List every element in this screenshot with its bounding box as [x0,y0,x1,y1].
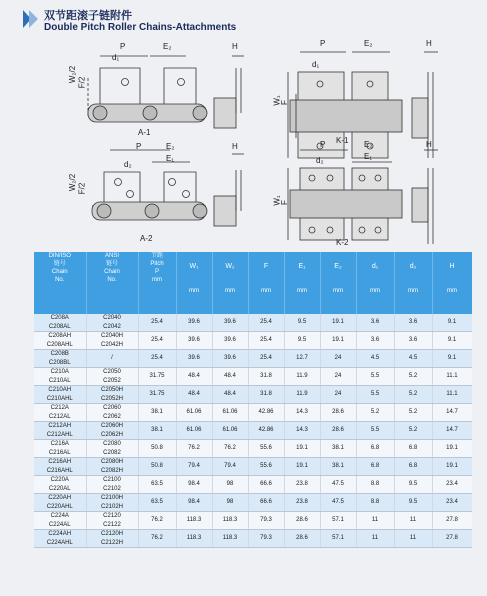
cell-e1: 23.8 [284,476,320,494]
cell-e1: 28.6 [284,530,320,548]
ansi-chain-no: C2042 [103,323,121,330]
din-chain-no: C216AHL [46,467,73,474]
cell-din-iso [34,440,86,458]
cell-ansi [86,476,138,494]
cell-ansi [86,314,138,332]
din-chain-no: C208AHL [46,341,73,348]
cell-e2: 24 [320,368,356,386]
table-row [34,386,472,404]
cell-w1: 76.2 [176,440,212,458]
cell-e1: 11.9 [284,368,320,386]
k2-f-label: F [279,200,289,205]
header-d1 [356,252,394,314]
cell-pitch: 38.1 [138,404,176,422]
header-symbol: W₁ [189,263,199,270]
header-unit: mm [333,288,343,295]
cell-e2: 24 [320,386,356,404]
a1-f-label: F/2 [77,76,87,89]
din-chain-no: C208B [50,351,69,358]
cell-pitch: 63.5 [138,494,176,512]
cell-e1: 11.9 [284,386,320,404]
cell-w2: 48.4 [212,386,248,404]
header-pitch-line: P [154,269,159,276]
header-pitch [138,252,176,314]
cell-w2: 48.4 [212,368,248,386]
din-chain-no: C212AHL [46,431,73,438]
cell-pitch: 38.1 [138,422,176,440]
cell-w1: 61.06 [176,404,212,422]
cell-d1: 3.6 [356,314,394,332]
cell-ansi [86,332,138,350]
ansi-chain-no: C2120H [100,531,123,538]
k2-d2-label: d₂ [316,156,324,165]
table-row [34,476,472,494]
cell-ansi [86,350,138,368]
header-w2 [212,252,248,314]
din-chain-no: C216AH [48,459,72,466]
header-d2 [394,252,432,314]
din-chain-no: C208AL [48,323,71,330]
k2-e1-label: E₁ [364,152,373,161]
header-symbol: F [263,263,269,270]
cell-d1: 8.8 [356,494,394,512]
ansi-chain-no: C2042H [100,341,123,348]
cell-w1: 79.4 [176,458,212,476]
a2-caption: A-2 [140,234,153,243]
cell-din-iso [34,314,86,332]
k1-h-label: H [426,39,432,48]
header-h [432,252,472,314]
din-chain-no: C208BL [48,359,71,366]
cell-pitch: 25.4 [138,350,176,368]
cell-d1: 4.5 [356,350,394,368]
cell-pitch: 50.8 [138,458,176,476]
cell-din-iso [34,350,86,368]
cell-h: 23.4 [432,476,472,494]
ansi-chain-no: C2050H [100,387,123,394]
cell-d2: 5.2 [394,368,432,386]
header-pitch-line: 节距 [150,253,163,259]
cell-din-iso [34,332,86,350]
cell-w1: 61.06 [176,422,212,440]
header-ansi [86,252,138,314]
k2-e2-label: E₂ [364,140,373,149]
cell-d2: 6.8 [394,458,432,476]
ansi-chain-no: C2080 [103,441,121,448]
cell-d1: 8.8 [356,476,394,494]
diagram-a1-side-view [88,56,244,128]
cell-din-iso [34,530,86,548]
cell-e1: 23.8 [284,494,320,512]
cell-e1: 19.1 [284,440,320,458]
cell-e1: 14.3 [284,422,320,440]
cell-din-iso [34,512,86,530]
cell-f: 25.4 [248,314,284,332]
ansi-chain-no: C2040 [103,315,121,322]
cell-h: 27.8 [432,512,472,530]
cell-f: 31.8 [248,368,284,386]
cell-pitch: 63.5 [138,476,176,494]
header-e2 [320,252,356,314]
cell-e1: 9.5 [284,332,320,350]
din-chain-no: C212AH [48,423,72,430]
ansi-chain-no: C2050 [103,369,121,376]
ansi-chain-no: C2052H [100,395,123,402]
ansi-chain-no: C2100 [103,477,121,484]
cell-w1: 48.4 [176,386,212,404]
din-chain-no: C210A [50,369,69,376]
din-chain-no: C212AL [48,413,71,420]
table-row [34,530,472,548]
header-ansi-line: Chain [104,269,120,276]
cell-d1: 6.8 [356,440,394,458]
k1-f-label: F [279,100,289,105]
din-chain-no: C224AHL [46,539,73,546]
ansi-chain-no: C2100H [100,495,123,502]
ansi-chain-no: C2060H [100,423,123,430]
header-symbol: d₁ [371,263,379,270]
cell-w2: 118.3 [212,512,248,530]
cell-ansi [86,422,138,440]
a1-d1-label: d₁ [112,53,120,62]
cell-din-iso [34,404,86,422]
cell-f: 55.6 [248,440,284,458]
cell-f: 42.86 [248,404,284,422]
cell-din-iso [34,476,86,494]
table-row [34,422,472,440]
cell-e2: 19.1 [320,314,356,332]
cell-din-iso [34,386,86,404]
header-e1 [284,252,320,314]
cell-d2: 5.2 [394,404,432,422]
header-din-line: No. [55,277,65,284]
cell-e2: 28.6 [320,404,356,422]
cell-e2: 38.1 [320,458,356,476]
cell-din-iso [34,422,86,440]
cell-e2: 57.1 [320,512,356,530]
cell-ansi [86,458,138,476]
cell-e2: 47.5 [320,494,356,512]
cell-f: 25.4 [248,332,284,350]
cell-w2: 39.6 [212,350,248,368]
cell-pitch: 76.2 [138,530,176,548]
cell-ansi [86,530,138,548]
cell-e1: 14.3 [284,404,320,422]
header-unit: mm [225,288,235,295]
diagram-k2-top-view [288,150,438,244]
cell-w2: 39.6 [212,332,248,350]
cell-h: 14.7 [432,422,472,440]
cell-w2: 39.6 [212,314,248,332]
cell-d2: 9.5 [394,476,432,494]
cell-w1: 118.3 [176,512,212,530]
a2-e2-label: E₂ [166,142,175,151]
cell-h: 23.4 [432,494,472,512]
header-pitch-line: mm [152,277,162,284]
k1-w1-label: W₁ [272,95,282,106]
din-chain-no: C216AL [48,449,71,456]
ansi-chain-no: C2082H [100,467,123,474]
cell-d2: 11 [394,530,432,548]
a2-h-label: H [232,142,238,151]
ansi-chain-no: C2120 [103,513,121,520]
din-chain-no: C212A [50,405,69,412]
ansi-chain-no: C2122H [100,539,123,546]
table-row [34,494,472,512]
cell-f: 66.6 [248,476,284,494]
header-ansi-line: ANSI [104,253,119,259]
cell-h: 9.1 [432,350,472,368]
ansi-chain-no: C2082 [103,449,121,456]
cell-pitch: 31.75 [138,368,176,386]
cell-w1: 39.6 [176,314,212,332]
din-chain-no: C216A [50,441,69,448]
cell-h: 19.1 [432,458,472,476]
header-symbol: E₁ [298,263,306,270]
a2-f-label: F/2 [77,182,87,195]
cell-w2: 61.06 [212,422,248,440]
k1-d1-label: d₁ [312,60,320,69]
header-symbol: H [449,263,455,270]
cell-d1: 6.8 [356,458,394,476]
table-row [34,350,472,368]
cell-d1: 5.5 [356,386,394,404]
cell-w2: 79.4 [212,458,248,476]
page-header [22,6,322,40]
din-chain-no: C210AH [48,387,72,394]
cell-pitch: 25.4 [138,314,176,332]
k2-caption: K-2 [336,238,349,247]
din-chain-no: C220A [50,477,69,484]
header-unit: mm [408,288,418,295]
cell-h: 19.1 [432,440,472,458]
cell-h: 27.8 [432,530,472,548]
cell-f: 31.8 [248,386,284,404]
cell-pitch: 31.75 [138,386,176,404]
cell-f: 25.4 [248,350,284,368]
ansi-chain-no: C2122 [103,521,121,528]
spec-table-body [34,314,472,548]
a1-h-label: H [232,42,238,51]
cell-e2: 38.1 [320,440,356,458]
cell-h: 9.1 [432,314,472,332]
din-chain-no: C220AHL [46,503,73,510]
ansi-chain-no: C2052 [103,377,121,384]
cell-d2: 9.5 [394,494,432,512]
cell-f: 79.3 [248,512,284,530]
cell-pitch: 76.2 [138,512,176,530]
din-chain-no: C208AH [48,333,72,340]
ansi-chain-no: C2062 [103,413,121,420]
ansi-chain-no: C2060 [103,405,121,412]
cell-d2: 4.5 [394,350,432,368]
din-chain-no: C224AH [48,531,72,538]
cell-d1: 3.6 [356,332,394,350]
din-chain-no: C224AL [48,521,71,528]
ansi-chain-no: C2040H [100,333,123,340]
cell-w1: 48.4 [176,368,212,386]
table-row [34,512,472,530]
header-unit: mm [297,288,307,295]
cell-f: 55.6 [248,458,284,476]
cell-d2: 5.2 [394,422,432,440]
cell-e2: 24 [320,350,356,368]
cell-e1: 19.1 [284,458,320,476]
k1-p-label: P [320,39,326,48]
cell-w1: 118.3 [176,530,212,548]
cell-e2: 19.1 [320,332,356,350]
a2-e1-label: E₁ [166,154,175,163]
k1-e2-label: E₂ [364,39,373,48]
header-symbol: d₂ [409,263,417,270]
cell-h: 9.1 [432,332,472,350]
header-unit: mm [189,288,199,295]
table-row [34,404,472,422]
spec-table-container [34,252,472,590]
cell-w1: 98.4 [176,494,212,512]
cell-d2: 3.6 [394,332,432,350]
table-header-row [34,252,472,314]
table-row [34,314,472,332]
cell-d2: 3.6 [394,314,432,332]
header-din-line: Chain [51,269,68,276]
cell-w2: 76.2 [212,440,248,458]
k2-w1-label: W₁ [272,195,282,206]
page-title-english: Double Pitch Roller Chains-Attachments [44,22,237,33]
cell-ansi [86,440,138,458]
cell-ansi [86,512,138,530]
header-ansi-line: 链号 [105,261,118,268]
cell-e1: 28.6 [284,512,320,530]
cell-d1: 11 [356,512,394,530]
header-din-iso [34,252,86,314]
a1-w2-label: W₂/2 [68,65,78,84]
cell-h: 14.7 [432,404,472,422]
cell-ansi [86,404,138,422]
header-ansi-line: No. [107,277,117,284]
ansi-chain-no: / [111,355,113,362]
table-row [34,332,472,350]
table-row [34,368,472,386]
header-w1 [176,252,212,314]
din-chain-no: C220AL [48,485,71,492]
cell-w1: 39.6 [176,332,212,350]
cell-pitch: 50.8 [138,440,176,458]
cell-w2: 98 [212,476,248,494]
din-chain-no: C210AL [48,377,71,384]
table-row [34,458,472,476]
ansi-chain-no: C2102H [100,503,123,510]
diagram-k1-top-view [288,52,438,158]
a2-w2-label: W₂/2 [68,173,78,192]
cell-d2: 11 [394,512,432,530]
cell-w2: 98 [212,494,248,512]
din-chain-no: C208A [50,315,69,322]
cell-e1: 12.7 [284,350,320,368]
cell-f: 42.86 [248,422,284,440]
cell-d2: 6.8 [394,440,432,458]
cell-din-iso [34,494,86,512]
a1-p-label: P [120,42,126,51]
cell-ansi [86,494,138,512]
cell-din-iso [34,458,86,476]
din-chain-no: C220AH [48,495,72,502]
cell-d1: 5.5 [356,422,394,440]
a2-d2-label: d₂ [124,160,132,169]
ansi-chain-no: C2080H [100,459,123,466]
header-pitch-line: Pitch [150,261,164,268]
header-f [248,252,284,314]
cell-f: 79.3 [248,530,284,548]
din-chain-no: C210AHL [46,395,73,402]
k1-caption: K-1 [336,136,349,145]
header-unit: mm [447,288,457,295]
cell-w2: 118.3 [212,530,248,548]
table-row [34,440,472,458]
cell-h: 11.1 [432,386,472,404]
header-din-line: DIN/ISO [48,253,71,259]
ansi-chain-no: C2102 [103,485,121,492]
header-symbol: W₂ [225,263,235,270]
cell-w1: 98.4 [176,476,212,494]
cell-din-iso [34,368,86,386]
cell-e1: 9.5 [284,314,320,332]
cell-d1: 5.2 [356,404,394,422]
a1-e2-label: E₂ [163,42,172,51]
cell-e2: 47.5 [320,476,356,494]
page-title-chinese: 双节距滚子链附件 [44,10,132,22]
cell-d1: 5.5 [356,368,394,386]
k2-p-label: P [320,140,326,149]
cell-ansi [86,386,138,404]
header-unit: mm [370,288,380,295]
cell-e2: 57.1 [320,530,356,548]
cell-w2: 61.06 [212,404,248,422]
header-symbol: E₂ [334,263,342,270]
spec-table [34,252,472,548]
cell-pitch: 25.4 [138,332,176,350]
cell-f: 66.6 [248,494,284,512]
attachment-drawings [0,38,487,252]
din-chain-no: C224A [50,513,69,520]
arrow-bullet-icon [22,8,40,30]
a1-caption: A-1 [138,128,151,137]
cell-e2: 28.6 [320,422,356,440]
cell-d2: 5.2 [394,386,432,404]
a2-p-label: P [136,142,142,151]
cell-h: 11.1 [432,368,472,386]
cell-ansi [86,368,138,386]
cell-w1: 39.6 [176,350,212,368]
ansi-chain-no: C2062H [100,431,123,438]
cell-d1: 11 [356,530,394,548]
k2-h-label: H [426,140,432,149]
header-din-line: 链号 [53,261,66,268]
header-unit: mm [261,288,271,295]
